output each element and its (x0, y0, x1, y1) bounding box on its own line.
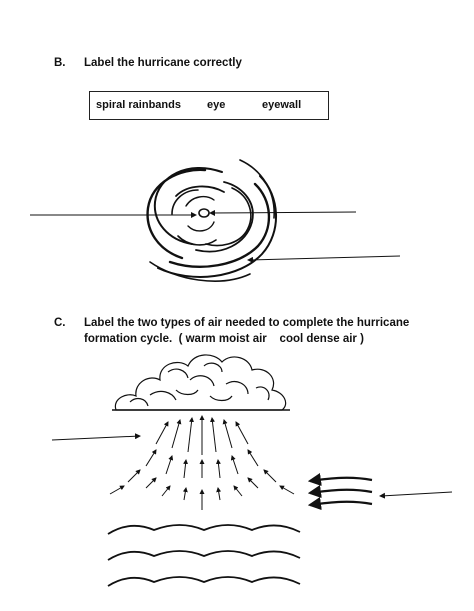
section-b-letter: B. (54, 57, 66, 69)
warm-air-label-pointer (52, 436, 140, 440)
section-b-instruction: Label the hurricane correctly (84, 57, 242, 69)
storm-cloud (112, 355, 290, 410)
incoming-air-arrows (310, 478, 372, 505)
hurricane-diagram (148, 160, 276, 281)
section-c-instruction-line2: formation cycle. ( warm moist air cool dense air ) (84, 333, 364, 345)
rising-air-arrows (110, 416, 294, 510)
section-c-letter: C. (54, 317, 66, 329)
word-bank-term-eye: eye (207, 99, 226, 111)
word-bank-term-eyewall: eyewall (262, 99, 302, 111)
section-c-instruction-line1: Label the two types of air needed to complete the hurricane (84, 317, 410, 329)
cool-air-label-pointer (380, 492, 452, 496)
ocean-waves (108, 525, 300, 586)
hurricane-label-pointers (30, 212, 400, 260)
word-bank-term-rainbands: spiral rainbands (96, 99, 181, 111)
